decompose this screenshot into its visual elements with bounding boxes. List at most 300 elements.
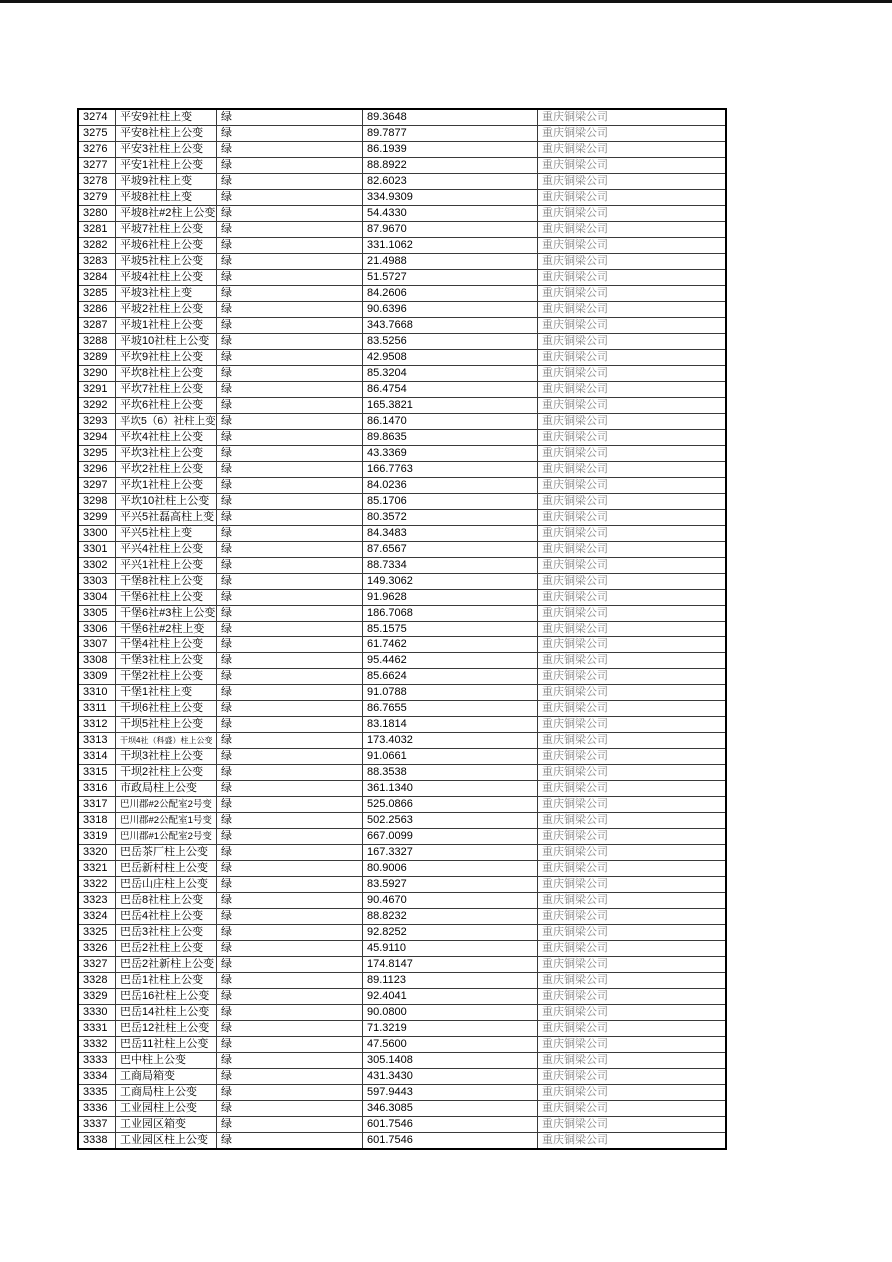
cell-value[interactable]: 88.8232	[363, 909, 538, 924]
cell-status[interactable]: 绿	[217, 701, 363, 716]
cell-id[interactable]: 3312	[79, 717, 116, 732]
cell-status[interactable]: 绿	[217, 142, 363, 157]
cell-name[interactable]: 巴岳1社柱上公变	[116, 973, 217, 988]
cell-value[interactable]: 61.7462	[363, 637, 538, 652]
cell-status[interactable]: 绿	[217, 829, 363, 844]
cell-name[interactable]: 平坎9社柱上公变	[116, 350, 217, 365]
cell-status[interactable]: 绿	[217, 1069, 363, 1084]
cell-name[interactable]: 平坎7社柱上公变	[116, 382, 217, 397]
cell-name[interactable]: 干坝5社柱上公变	[116, 717, 217, 732]
cell-status[interactable]: 绿	[217, 797, 363, 812]
cell-value[interactable]: 305.1408	[363, 1053, 538, 1068]
cell-name[interactable]: 巴岳4社柱上公变	[116, 909, 217, 924]
cell-status[interactable]: 绿	[217, 893, 363, 908]
cell-id[interactable]: 3300	[79, 526, 116, 541]
cell-company[interactable]: 重庆铜梁公司	[542, 350, 608, 363]
cell-status[interactable]: 绿	[217, 653, 363, 668]
cell-id[interactable]: 3309	[79, 669, 116, 684]
cell-name[interactable]: 平坎2社柱上公变	[116, 462, 217, 477]
cell-name[interactable]: 巴岳11社柱上公变	[116, 1037, 217, 1052]
cell-name[interactable]: 平坡6社柱上公变	[116, 238, 217, 253]
cell-value[interactable]: 21.4988	[363, 254, 538, 269]
cell-name[interactable]: 干堡6社#2柱上变	[116, 622, 217, 637]
cell-name[interactable]: 平安3社柱上公变	[116, 142, 217, 157]
cell-id[interactable]: 3296	[79, 462, 116, 477]
cell-name[interactable]: 工商局箱变	[116, 1069, 217, 1084]
cell-value[interactable]: 361.1340	[363, 781, 538, 796]
cell-company[interactable]: 重庆铜梁公司	[542, 862, 608, 875]
cell-status[interactable]: 绿	[217, 558, 363, 573]
cell-id[interactable]: 3315	[79, 765, 116, 780]
cell-name[interactable]: 巴岳8社柱上公变	[116, 893, 217, 908]
cell-status[interactable]: 绿	[217, 925, 363, 940]
cell-company[interactable]: 重庆铜梁公司	[542, 942, 608, 955]
cell-company[interactable]: 重庆铜梁公司	[542, 510, 608, 523]
cell-status[interactable]: 绿	[217, 973, 363, 988]
cell-status[interactable]: 绿	[217, 478, 363, 493]
cell-status[interactable]: 绿	[217, 206, 363, 221]
cell-id[interactable]: 3332	[79, 1037, 116, 1052]
cell-company[interactable]: 重庆铜梁公司	[542, 542, 608, 555]
cell-status[interactable]: 绿	[217, 526, 363, 541]
cell-company[interactable]: 重庆铜梁公司	[542, 302, 608, 315]
cell-id[interactable]: 3278	[79, 174, 116, 189]
cell-status[interactable]: 绿	[217, 542, 363, 557]
cell-status[interactable]: 绿	[217, 845, 363, 860]
cell-company[interactable]: 重庆铜梁公司	[542, 894, 608, 907]
cell-company[interactable]: 重庆铜梁公司	[542, 878, 608, 891]
cell-name[interactable]: 巴岳2社新柱上公变	[116, 957, 217, 972]
cell-company[interactable]: 重庆铜梁公司	[542, 734, 608, 747]
cell-company[interactable]: 重庆铜梁公司	[542, 430, 608, 443]
cell-status[interactable]: 绿	[217, 126, 363, 141]
cell-status[interactable]: 绿	[217, 414, 363, 429]
cell-id[interactable]: 3284	[79, 270, 116, 285]
cell-name[interactable]: 平安1社柱上公变	[116, 158, 217, 173]
cell-id[interactable]: 3279	[79, 190, 116, 205]
cell-value[interactable]: 431.3430	[363, 1069, 538, 1084]
cell-status[interactable]: 绿	[217, 254, 363, 269]
cell-value[interactable]: 85.6624	[363, 669, 538, 684]
cell-company[interactable]: 重庆铜梁公司	[542, 958, 608, 971]
cell-name[interactable]: 巴中柱上公变	[116, 1053, 217, 1068]
cell-value[interactable]: 167.3327	[363, 845, 538, 860]
cell-id[interactable]: 3319	[79, 829, 116, 844]
cell-value[interactable]: 92.8252	[363, 925, 538, 940]
cell-value[interactable]: 186.7068	[363, 606, 538, 621]
cell-company[interactable]: 重庆铜梁公司	[542, 158, 608, 171]
cell-status[interactable]: 绿	[217, 749, 363, 764]
cell-id[interactable]: 3277	[79, 158, 116, 173]
cell-status[interactable]: 绿	[217, 637, 363, 652]
cell-name[interactable]: 干堡6社柱上公变	[116, 590, 217, 605]
cell-value[interactable]: 84.2606	[363, 286, 538, 301]
cell-id[interactable]: 3288	[79, 334, 116, 349]
cell-status[interactable]: 绿	[217, 494, 363, 509]
cell-name[interactable]: 巴岳2社柱上公变	[116, 941, 217, 956]
cell-value[interactable]: 45.9110	[363, 941, 538, 956]
cell-value[interactable]: 88.8922	[363, 158, 538, 173]
cell-name[interactable]: 平安8社柱上公变	[116, 126, 217, 141]
cell-company[interactable]: 重庆铜梁公司	[542, 798, 608, 811]
cell-company[interactable]: 重庆铜梁公司	[542, 750, 608, 763]
cell-id[interactable]: 3275	[79, 126, 116, 141]
cell-name[interactable]: 工业园区柱上公变	[116, 1133, 217, 1148]
cell-id[interactable]: 3307	[79, 637, 116, 652]
cell-value[interactable]: 80.3572	[363, 510, 538, 525]
cell-id[interactable]: 3329	[79, 989, 116, 1004]
cell-company[interactable]: 重庆铜梁公司	[542, 414, 608, 427]
cell-id[interactable]: 3286	[79, 302, 116, 317]
cell-value[interactable]: 88.3538	[363, 765, 538, 780]
cell-value[interactable]: 71.3219	[363, 1021, 538, 1036]
cell-company[interactable]: 重庆铜梁公司	[542, 910, 608, 923]
cell-company[interactable]: 重庆铜梁公司	[542, 1006, 608, 1019]
cell-id[interactable]: 3330	[79, 1005, 116, 1020]
cell-status[interactable]: 绿	[217, 222, 363, 237]
cell-company[interactable]: 重庆铜梁公司	[542, 142, 608, 155]
cell-company[interactable]: 重庆铜梁公司	[542, 462, 608, 475]
cell-id[interactable]: 3338	[79, 1133, 116, 1148]
cell-company[interactable]: 重庆铜梁公司	[542, 574, 608, 587]
cell-company[interactable]: 重庆铜梁公司	[542, 718, 608, 731]
cell-status[interactable]: 绿	[217, 957, 363, 972]
cell-name[interactable]: 工商局柱上公变	[116, 1085, 217, 1100]
cell-status[interactable]: 绿	[217, 462, 363, 477]
cell-name[interactable]: 干坝2社柱上公变	[116, 765, 217, 780]
cell-value[interactable]: 166.7763	[363, 462, 538, 477]
cell-id[interactable]: 3294	[79, 430, 116, 445]
cell-status[interactable]: 绿	[217, 669, 363, 684]
cell-value[interactable]: 90.0800	[363, 1005, 538, 1020]
cell-value[interactable]: 91.0661	[363, 749, 538, 764]
cell-company[interactable]: 重庆铜梁公司	[542, 622, 608, 635]
cell-value[interactable]: 43.3369	[363, 446, 538, 461]
cell-status[interactable]: 绿	[217, 590, 363, 605]
cell-id[interactable]: 3298	[79, 494, 116, 509]
cell-status[interactable]: 绿	[217, 350, 363, 365]
cell-name[interactable]: 平兴4社柱上公变	[116, 542, 217, 557]
cell-company[interactable]: 重庆铜梁公司	[542, 318, 608, 331]
cell-name[interactable]: 干坝4社（科盛）柱上公变	[116, 733, 217, 748]
cell-company[interactable]: 重庆铜梁公司	[542, 1134, 608, 1146]
cell-name[interactable]: 巴岳茶厂柱上公变	[116, 845, 217, 860]
cell-company[interactable]: 重庆铜梁公司	[542, 382, 608, 395]
cell-company[interactable]: 重庆铜梁公司	[542, 558, 608, 571]
cell-id[interactable]: 3328	[79, 973, 116, 988]
cell-company[interactable]: 重庆铜梁公司	[542, 222, 608, 235]
cell-id[interactable]: 3310	[79, 685, 116, 700]
cell-status[interactable]: 绿	[217, 190, 363, 205]
cell-id[interactable]: 3276	[79, 142, 116, 157]
cell-company[interactable]: 重庆铜梁公司	[542, 974, 608, 987]
cell-value[interactable]: 165.3821	[363, 398, 538, 413]
cell-name[interactable]: 平安9社柱上变	[116, 110, 217, 125]
cell-value[interactable]: 85.3204	[363, 366, 538, 381]
cell-status[interactable]: 绿	[217, 1117, 363, 1132]
cell-value[interactable]: 47.5600	[363, 1037, 538, 1052]
cell-name[interactable]: 平坡8社柱上变	[116, 190, 217, 205]
cell-value[interactable]: 343.7668	[363, 318, 538, 333]
cell-value[interactable]: 86.1939	[363, 142, 538, 157]
cell-status[interactable]: 绿	[217, 685, 363, 700]
cell-name[interactable]: 干堡1社柱上变	[116, 685, 217, 700]
cell-status[interactable]: 绿	[217, 238, 363, 253]
cell-status[interactable]: 绿	[217, 398, 363, 413]
cell-value[interactable]: 502.2563	[363, 813, 538, 828]
cell-company[interactable]: 重庆铜梁公司	[542, 286, 608, 299]
cell-status[interactable]: 绿	[217, 717, 363, 732]
cell-company[interactable]: 重庆铜梁公司	[542, 366, 608, 379]
cell-value[interactable]: 334.9309	[363, 190, 538, 205]
cell-id[interactable]: 3287	[79, 318, 116, 333]
cell-value[interactable]: 87.6567	[363, 542, 538, 557]
cell-company[interactable]: 重庆铜梁公司	[542, 814, 608, 827]
cell-name[interactable]: 平坡4社柱上公变	[116, 270, 217, 285]
cell-id[interactable]: 3290	[79, 366, 116, 381]
cell-company[interactable]: 重庆铜梁公司	[542, 846, 608, 859]
cell-name[interactable]: 干坝3社柱上公变	[116, 749, 217, 764]
cell-status[interactable]: 绿	[217, 606, 363, 621]
cell-name[interactable]: 巴岳12社柱上公变	[116, 1021, 217, 1036]
cell-status[interactable]: 绿	[217, 1037, 363, 1052]
cell-id[interactable]: 3320	[79, 845, 116, 860]
cell-id[interactable]: 3280	[79, 206, 116, 221]
cell-name[interactable]: 巴岳山庄柱上公变	[116, 877, 217, 892]
cell-name[interactable]: 平坡10社柱上公变	[116, 334, 217, 349]
cell-id[interactable]: 3293	[79, 414, 116, 429]
cell-id[interactable]: 3321	[79, 861, 116, 876]
cell-company[interactable]: 重庆铜梁公司	[542, 606, 608, 619]
cell-status[interactable]: 绿	[217, 989, 363, 1004]
cell-value[interactable]: 597.9443	[363, 1085, 538, 1100]
cell-name[interactable]: 市政局柱上公变	[116, 781, 217, 796]
cell-company[interactable]: 重庆铜梁公司	[542, 111, 608, 123]
cell-id[interactable]: 3326	[79, 941, 116, 956]
cell-value[interactable]: 86.1470	[363, 414, 538, 429]
cell-name[interactable]: 工业园区箱变	[116, 1117, 217, 1132]
cell-id[interactable]: 3282	[79, 238, 116, 253]
cell-id[interactable]: 3333	[79, 1053, 116, 1068]
cell-company[interactable]: 重庆铜梁公司	[542, 766, 608, 779]
cell-status[interactable]: 绿	[217, 302, 363, 317]
cell-value[interactable]: 82.6023	[363, 174, 538, 189]
cell-status[interactable]: 绿	[217, 1133, 363, 1148]
cell-value[interactable]: 346.3085	[363, 1101, 538, 1116]
cell-status[interactable]: 绿	[217, 510, 363, 525]
cell-company[interactable]: 重庆铜梁公司	[542, 1102, 608, 1115]
cell-company[interactable]: 重庆铜梁公司	[542, 686, 608, 699]
cell-company[interactable]: 重庆铜梁公司	[542, 670, 608, 683]
cell-name[interactable]: 巴川郡#2公配室1号变	[116, 813, 217, 828]
cell-value[interactable]: 51.5727	[363, 270, 538, 285]
cell-name[interactable]: 干堡8社柱上公变	[116, 574, 217, 589]
cell-id[interactable]: 3289	[79, 350, 116, 365]
cell-id[interactable]: 3297	[79, 478, 116, 493]
cell-status[interactable]: 绿	[217, 909, 363, 924]
cell-company[interactable]: 重庆铜梁公司	[542, 654, 608, 667]
cell-name[interactable]: 平坡8社#2柱上公变	[116, 206, 217, 221]
cell-value[interactable]: 331.1062	[363, 238, 538, 253]
cell-id[interactable]: 3334	[79, 1069, 116, 1084]
cell-company[interactable]: 重庆铜梁公司	[542, 782, 608, 795]
cell-name[interactable]: 平坡7社柱上公变	[116, 222, 217, 237]
cell-id[interactable]: 3314	[79, 749, 116, 764]
cell-id[interactable]: 3335	[79, 1085, 116, 1100]
cell-id[interactable]: 3283	[79, 254, 116, 269]
cell-company[interactable]: 重庆铜梁公司	[542, 1022, 608, 1035]
cell-status[interactable]: 绿	[217, 158, 363, 173]
cell-id[interactable]: 3323	[79, 893, 116, 908]
cell-company[interactable]: 重庆铜梁公司	[542, 254, 608, 267]
cell-name[interactable]: 巴川郡#1公配室2号变	[116, 829, 217, 844]
cell-name[interactable]: 干堡2社柱上公变	[116, 669, 217, 684]
cell-status[interactable]: 绿	[217, 941, 363, 956]
cell-name[interactable]: 平兴1社柱上公变	[116, 558, 217, 573]
cell-value[interactable]: 525.0866	[363, 797, 538, 812]
cell-company[interactable]: 重庆铜梁公司	[542, 494, 608, 507]
cell-company[interactable]: 重庆铜梁公司	[542, 270, 608, 283]
cell-value[interactable]: 89.3648	[363, 110, 538, 125]
cell-value[interactable]: 85.1706	[363, 494, 538, 509]
cell-status[interactable]: 绿	[217, 318, 363, 333]
cell-id[interactable]: 3302	[79, 558, 116, 573]
cell-id[interactable]: 3299	[79, 510, 116, 525]
cell-status[interactable]: 绿	[217, 382, 363, 397]
cell-id[interactable]: 3331	[79, 1021, 116, 1036]
cell-name[interactable]: 干堡4社柱上公变	[116, 637, 217, 652]
cell-id[interactable]: 3306	[79, 622, 116, 637]
cell-company[interactable]: 重庆铜梁公司	[542, 206, 608, 219]
cell-status[interactable]: 绿	[217, 622, 363, 637]
cell-status[interactable]: 绿	[217, 430, 363, 445]
cell-id[interactable]: 3313	[79, 733, 116, 748]
cell-value[interactable]: 83.1814	[363, 717, 538, 732]
cell-id[interactable]: 3318	[79, 813, 116, 828]
cell-company[interactable]: 重庆铜梁公司	[542, 126, 608, 139]
cell-status[interactable]: 绿	[217, 110, 363, 125]
cell-status[interactable]: 绿	[217, 1101, 363, 1116]
cell-status[interactable]: 绿	[217, 446, 363, 461]
cell-value[interactable]: 84.3483	[363, 526, 538, 541]
cell-value[interactable]: 88.7334	[363, 558, 538, 573]
cell-company[interactable]: 重庆铜梁公司	[542, 334, 608, 347]
cell-id[interactable]: 3305	[79, 606, 116, 621]
cell-name[interactable]: 平坎1社柱上公变	[116, 478, 217, 493]
cell-company[interactable]: 重庆铜梁公司	[542, 238, 608, 251]
cell-name[interactable]: 平兴5社柱上变	[116, 526, 217, 541]
cell-value[interactable]: 91.0788	[363, 685, 538, 700]
cell-value[interactable]: 667.0099	[363, 829, 538, 844]
cell-value[interactable]: 54.4330	[363, 206, 538, 221]
cell-name[interactable]: 平坡1社柱上公变	[116, 318, 217, 333]
cell-value[interactable]: 89.7877	[363, 126, 538, 141]
cell-id[interactable]: 3322	[79, 877, 116, 892]
cell-name[interactable]: 平坎4社柱上公变	[116, 430, 217, 445]
cell-value[interactable]: 601.7546	[363, 1133, 538, 1148]
cell-name[interactable]: 平坎5（6）社柱上变	[116, 414, 217, 429]
cell-value[interactable]: 87.9670	[363, 222, 538, 237]
cell-id[interactable]: 3316	[79, 781, 116, 796]
cell-company[interactable]: 重庆铜梁公司	[542, 990, 608, 1003]
cell-name[interactable]: 平坡9社柱上变	[116, 174, 217, 189]
cell-status[interactable]: 绿	[217, 174, 363, 189]
cell-status[interactable]: 绿	[217, 286, 363, 301]
cell-id[interactable]: 3281	[79, 222, 116, 237]
cell-id[interactable]: 3292	[79, 398, 116, 413]
cell-company[interactable]: 重庆铜梁公司	[542, 526, 608, 539]
cell-value[interactable]: 83.5927	[363, 877, 538, 892]
cell-status[interactable]: 绿	[217, 574, 363, 589]
cell-name[interactable]: 平坎6社柱上公变	[116, 398, 217, 413]
cell-status[interactable]: 绿	[217, 813, 363, 828]
cell-name[interactable]: 巴岳14社柱上公变	[116, 1005, 217, 1020]
cell-company[interactable]: 重庆铜梁公司	[542, 1038, 608, 1051]
cell-id[interactable]: 3311	[79, 701, 116, 716]
cell-company[interactable]: 重庆铜梁公司	[542, 1118, 608, 1131]
cell-company[interactable]: 重庆铜梁公司	[542, 1070, 608, 1083]
cell-value[interactable]: 86.4754	[363, 382, 538, 397]
cell-name[interactable]: 平坎3社柱上公变	[116, 446, 217, 461]
cell-value[interactable]: 92.4041	[363, 989, 538, 1004]
cell-company[interactable]: 重庆铜梁公司	[542, 446, 608, 459]
cell-company[interactable]: 重庆铜梁公司	[542, 590, 608, 603]
cell-value[interactable]: 89.8635	[363, 430, 538, 445]
cell-value[interactable]: 91.9628	[363, 590, 538, 605]
cell-id[interactable]: 3291	[79, 382, 116, 397]
cell-company[interactable]: 重庆铜梁公司	[542, 638, 608, 651]
cell-name[interactable]: 干坝6社柱上公变	[116, 701, 217, 716]
cell-value[interactable]: 42.9508	[363, 350, 538, 365]
cell-name[interactable]: 工业园柱上公变	[116, 1101, 217, 1116]
cell-id[interactable]: 3325	[79, 925, 116, 940]
cell-name[interactable]: 巴川郡#2公配室2号变	[116, 797, 217, 812]
cell-value[interactable]: 90.6396	[363, 302, 538, 317]
cell-company[interactable]: 重庆铜梁公司	[542, 1054, 608, 1067]
cell-status[interactable]: 绿	[217, 334, 363, 349]
cell-status[interactable]: 绿	[217, 366, 363, 381]
cell-status[interactable]: 绿	[217, 733, 363, 748]
cell-name[interactable]: 平坡3社柱上变	[116, 286, 217, 301]
cell-status[interactable]: 绿	[217, 877, 363, 892]
cell-name[interactable]: 平坎8社柱上公变	[116, 366, 217, 381]
cell-value[interactable]: 85.1575	[363, 622, 538, 637]
cell-name[interactable]: 平坡5社柱上公变	[116, 254, 217, 269]
cell-id[interactable]: 3285	[79, 286, 116, 301]
cell-status[interactable]: 绿	[217, 1053, 363, 1068]
cell-value[interactable]: 149.3062	[363, 574, 538, 589]
cell-id[interactable]: 3304	[79, 590, 116, 605]
cell-value[interactable]: 89.1123	[363, 973, 538, 988]
cell-id[interactable]: 3337	[79, 1117, 116, 1132]
cell-name[interactable]: 巴岳新村柱上公变	[116, 861, 217, 876]
cell-name[interactable]: 平坎10社柱上公变	[116, 494, 217, 509]
cell-value[interactable]: 174.8147	[363, 957, 538, 972]
cell-name[interactable]: 巴岳16社柱上公变	[116, 989, 217, 1004]
cell-status[interactable]: 绿	[217, 1005, 363, 1020]
cell-status[interactable]: 绿	[217, 1085, 363, 1100]
cell-id[interactable]: 3295	[79, 446, 116, 461]
cell-company[interactable]: 重庆铜梁公司	[542, 174, 608, 187]
cell-status[interactable]: 绿	[217, 270, 363, 285]
cell-value[interactable]: 86.7655	[363, 701, 538, 716]
cell-id[interactable]: 3274	[79, 110, 116, 125]
cell-value[interactable]: 84.0236	[363, 478, 538, 493]
cell-value[interactable]: 80.9006	[363, 861, 538, 876]
cell-company[interactable]: 重庆铜梁公司	[542, 478, 608, 491]
cell-status[interactable]: 绿	[217, 781, 363, 796]
cell-name[interactable]: 平兴5社磊高柱上变	[116, 510, 217, 525]
